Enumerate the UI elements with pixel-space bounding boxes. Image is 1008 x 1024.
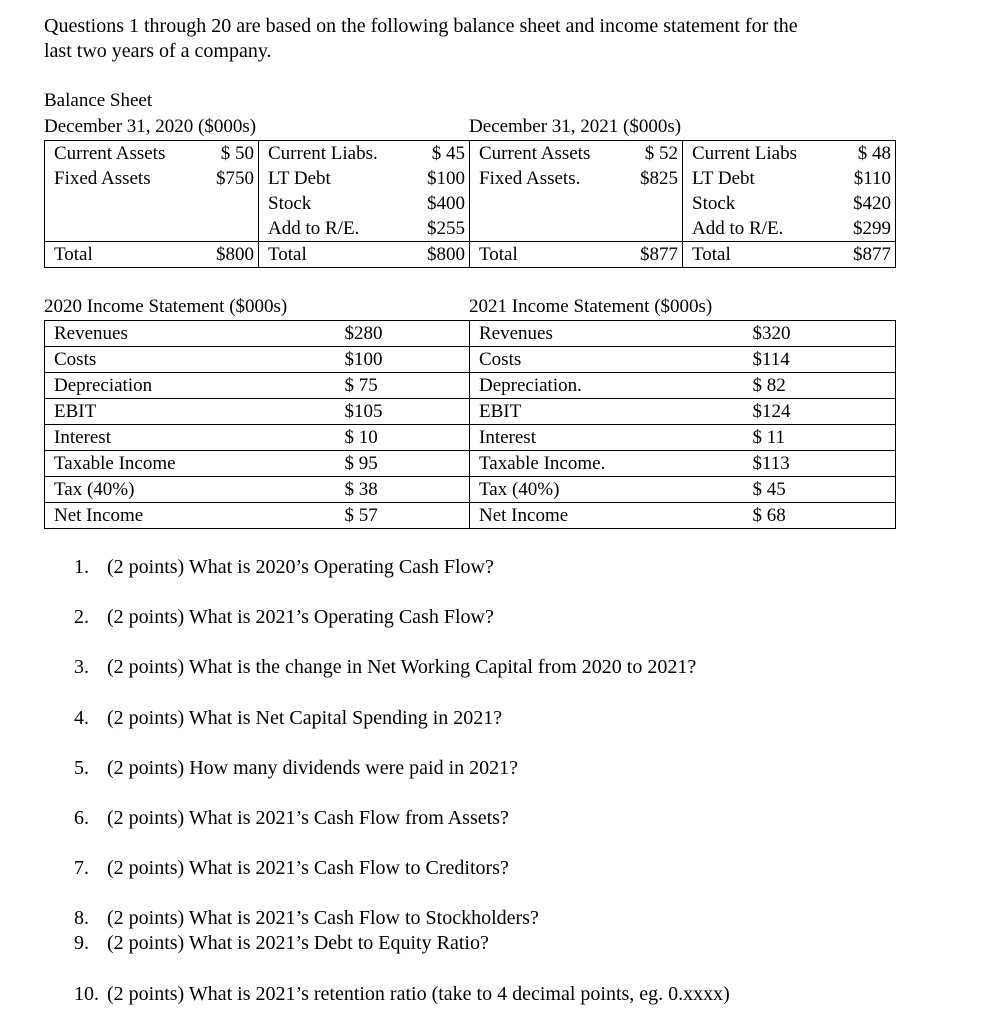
is-2020-body xyxy=(45,321,470,529)
question-item xyxy=(74,707,502,730)
liability-label: Total xyxy=(692,244,731,265)
intro-line-1: Questions 1 through 20 are based on the following balance sheet and income statement for the xyxy=(44,15,798,37)
asset-cell xyxy=(45,141,259,167)
liability-label: Stock xyxy=(268,193,312,214)
balance-sheet-heading: Balance Sheet xyxy=(44,90,153,111)
liability-value: $877 xyxy=(853,244,891,265)
question-item xyxy=(74,983,730,1006)
table-row xyxy=(45,399,470,425)
asset-label: Fixed Assets. xyxy=(479,168,581,189)
table-row xyxy=(45,347,470,373)
is-label: Tax (40%) xyxy=(470,477,753,503)
is-2021-caption: 2021 Income Statement ($000s) xyxy=(469,296,713,317)
is-value: $ 10 xyxy=(345,425,470,451)
liability-cell xyxy=(259,141,470,167)
question-item xyxy=(74,932,489,955)
is-value: $114 xyxy=(753,347,896,373)
question-item xyxy=(74,556,494,579)
table-row xyxy=(45,216,470,242)
asset-cell xyxy=(470,242,683,268)
is-label: Net Income xyxy=(470,503,753,529)
liability-label: Add to R/E. xyxy=(692,218,784,239)
table-row xyxy=(470,166,896,191)
table-row xyxy=(45,451,470,477)
asset-label: Fixed Assets xyxy=(54,168,151,189)
question-number: 9. xyxy=(74,932,89,954)
liability-cell xyxy=(259,216,470,242)
is-label: Net Income xyxy=(45,503,345,529)
asset-cell xyxy=(470,141,683,167)
is-label: Revenues xyxy=(470,321,753,347)
question-number: 8. xyxy=(74,907,89,929)
question-number: 6. xyxy=(74,807,89,829)
liability-label: Total xyxy=(268,244,307,265)
is-label: Taxable Income. xyxy=(470,451,753,477)
table-row xyxy=(470,373,896,399)
bs-2020-caption: December 31, 2020 ($000s) xyxy=(44,116,257,137)
liability-cell xyxy=(259,166,470,191)
asset-cell xyxy=(470,166,683,191)
question-item xyxy=(74,656,696,679)
liability-cell xyxy=(259,242,470,268)
is-value: $105 xyxy=(345,399,470,425)
liability-label: Stock xyxy=(692,193,736,214)
table-row xyxy=(45,321,470,347)
is-value: $ 38 xyxy=(345,477,470,503)
liability-label: LT Debt xyxy=(692,168,755,189)
is-label: Costs xyxy=(45,347,345,373)
asset-value: $ 50 xyxy=(220,143,254,164)
question-item xyxy=(74,757,518,780)
asset-cell xyxy=(470,216,683,242)
table-row xyxy=(45,141,470,167)
asset-label: Current Assets xyxy=(54,143,166,164)
liability-cell xyxy=(683,242,896,268)
question-text: (2 points) What is 2021’s retention ratio (take to 4 decimal points, eg. 0.xxxx) xyxy=(107,983,730,1005)
question-number: 5. xyxy=(74,757,89,779)
is-value: $ 57 xyxy=(345,503,470,529)
is-value: $ 68 xyxy=(753,503,896,529)
is-value: $ 11 xyxy=(753,425,896,451)
asset-value: $825 xyxy=(640,168,678,189)
liability-value: $100 xyxy=(427,168,465,189)
question-text: (2 points) What is 2020’s Operating Cash Flow? xyxy=(107,556,494,578)
is-value: $ 95 xyxy=(345,451,470,477)
question-number: 7. xyxy=(74,857,89,879)
liability-value: $800 xyxy=(427,244,465,265)
is-value: $280 xyxy=(345,321,470,347)
question-number: 3. xyxy=(74,656,89,678)
question-item xyxy=(74,807,509,830)
question-text: (2 points) What is the change in Net Working Capital from 2020 to 2021? xyxy=(107,656,697,678)
is-value: $100 xyxy=(345,347,470,373)
table-row xyxy=(470,347,896,373)
asset-cell xyxy=(45,216,259,242)
question-text: (2 points) How many dividends were paid in 2021? xyxy=(107,757,519,779)
question-number: 2. xyxy=(74,606,89,628)
asset-label: Current Assets xyxy=(479,143,591,164)
table-row xyxy=(45,503,470,529)
liability-cell xyxy=(259,191,470,216)
is-label: Tax (40%) xyxy=(45,477,345,503)
is-label: Revenues xyxy=(45,321,345,347)
liability-value: $ 48 xyxy=(857,143,891,164)
asset-cell xyxy=(470,191,683,216)
is-label: EBIT xyxy=(470,399,753,425)
table-row xyxy=(470,141,896,167)
is-label: Interest xyxy=(470,425,753,451)
liability-value: $255 xyxy=(427,218,465,239)
liability-value: $299 xyxy=(853,218,891,239)
asset-label: Total xyxy=(54,244,93,265)
liability-label: LT Debt xyxy=(268,168,331,189)
question-text: (2 points) What is 2021’s Cash Flow from Assets? xyxy=(107,807,509,829)
liability-value: $420 xyxy=(853,193,891,214)
is-value: $ 75 xyxy=(345,373,470,399)
is-value: $124 xyxy=(753,399,896,425)
question-number: 10. xyxy=(74,983,99,1005)
asset-value: $800 xyxy=(216,244,254,265)
question-text: (2 points) What is 2021’s Cash Flow to Creditors? xyxy=(107,857,509,879)
table-row xyxy=(470,191,896,216)
question-number: 1. xyxy=(74,556,89,578)
liability-label: Current Liabs xyxy=(692,143,798,164)
is-value: $320 xyxy=(753,321,896,347)
intro-paragraph xyxy=(44,14,798,64)
table-row xyxy=(45,425,470,451)
table-row xyxy=(45,373,470,399)
table-row xyxy=(470,399,896,425)
balance-sheet-2021 xyxy=(469,140,896,268)
bs-2021-body xyxy=(470,141,896,268)
is-2020-caption: 2020 Income Statement ($000s) xyxy=(44,296,288,317)
question-item xyxy=(74,606,494,629)
table-row xyxy=(470,477,896,503)
table-row xyxy=(470,503,896,529)
is-label: Costs xyxy=(470,347,753,373)
table-row xyxy=(45,242,470,268)
question-text: (2 points) What is 2021’s Cash Flow to Stockholders? xyxy=(107,907,539,929)
intro-line-2: last two years of a company. xyxy=(44,40,272,62)
table-row xyxy=(45,191,470,216)
is-label: Taxable Income xyxy=(45,451,345,477)
asset-value: $877 xyxy=(640,244,678,265)
asset-cell xyxy=(45,242,259,268)
is-value: $113 xyxy=(753,451,896,477)
bs-2020-body xyxy=(45,141,470,268)
is-label: Interest xyxy=(45,425,345,451)
table-row xyxy=(45,477,470,503)
is-value: $ 45 xyxy=(753,477,896,503)
table-row xyxy=(470,425,896,451)
liability-cell xyxy=(683,141,896,167)
liability-value: $ 45 xyxy=(431,143,465,164)
is-label: Depreciation. xyxy=(470,373,753,399)
question-text: (2 points) What is 2021’s Debt to Equity Ratio? xyxy=(107,932,489,954)
liability-cell xyxy=(683,216,896,242)
is-2021-body xyxy=(470,321,896,529)
question-item xyxy=(74,857,509,880)
liability-value: $110 xyxy=(853,168,891,189)
liability-value: $400 xyxy=(427,193,465,214)
question-item xyxy=(74,907,539,930)
table-row xyxy=(470,216,896,242)
liability-cell xyxy=(683,166,896,191)
table-row xyxy=(45,166,470,191)
liability-cell xyxy=(683,191,896,216)
question-text: (2 points) What is 2021’s Operating Cash Flow? xyxy=(107,606,494,628)
income-statement-2021 xyxy=(469,320,896,529)
income-statement-2020 xyxy=(44,320,470,529)
is-value: $ 82 xyxy=(753,373,896,399)
is-label: EBIT xyxy=(45,399,345,425)
liability-label: Current Liabs. xyxy=(268,143,378,164)
asset-value: $750 xyxy=(216,168,254,189)
asset-value: $ 52 xyxy=(644,143,678,164)
bs-2021-caption: December 31, 2021 ($000s) xyxy=(469,116,682,137)
balance-sheet-2020 xyxy=(44,140,470,268)
table-row xyxy=(470,451,896,477)
liability-label: Add to R/E. xyxy=(268,218,360,239)
question-number: 4. xyxy=(74,707,89,729)
question-text: (2 points) What is Net Capital Spending in 2021? xyxy=(107,707,503,729)
asset-cell xyxy=(45,166,259,191)
asset-label: Total xyxy=(479,244,518,265)
asset-cell xyxy=(45,191,259,216)
table-row xyxy=(470,321,896,347)
is-label: Depreciation xyxy=(45,373,345,399)
table-row xyxy=(470,242,896,268)
